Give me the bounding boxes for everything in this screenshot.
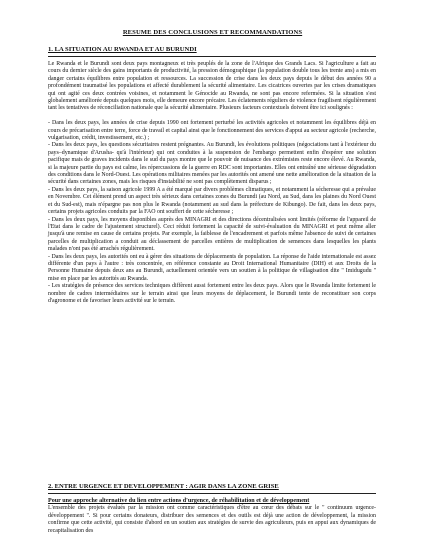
- section-2-rule: [48, 493, 376, 494]
- section-1-rule: [48, 56, 376, 57]
- section-1-body: [48, 61, 376, 305]
- section-2-paragraph: L'ensemble des projets évalués par la mission ont comme caractéristiques d'être au cœur des débats sur le " continuum urgence-développement ". Si pour certains donateurs, distribuer des semences et des outils est déjà une action de développement, la mission confirme que cette activité, qui consiste d'abord en un soutien aux stratégies de survie des agriculteurs, puis en appui aux dynamiques de recapitalisation des: [48, 505, 376, 534]
- section-2-body: [48, 498, 376, 535]
- bullet-minagri-means: - Dans les deux pays, les moyens disponibles auprès des MINAGRI et des directions décentralisées sont limités (réforme de l'appareil de l'Etat dans le cadre de l'ajustement structurel). Ceci réduit fortement la capacité de suivi-évaluation du MINAGRI et peut même aller jusqu'à une remise en cause de certains projets. Par exemple, la faiblesse de l'encadrement et parfois même l'absence de suivi de certaines parcelles de multiplication a conduit au déclassement de parcelles entières de multiplication de semences dans lesquelles les plants malades n'ont pas été arrachés régulièrement.: [48, 216, 376, 253]
- bullet-security: - Dans les deux pays, les questions sécuritaires restent prégnantes. Au Burundi, les évolutions politiques (négociations tant à l'extérieur du pays–dynamique d'Arusha- qu'à l'intérieur) qui ont conduites à la suspension de l'embargo permettent enfin d'espérer une solution pacifique mais de graves incidents dans le sud du pays montre que le pouvoir de nuisance des extrémistes reste encore élevé. Au Rwanda, si la majeure partie du pays est calme, les répercussions de la guerre en RDC sont importantes. Elles ont entraîné une sérieuse dégradation des conditions dans le Nord-Ouest. Les opérations militaires menées par les autorités ont amené une nette amélioration de la situation de la sécurité dans certaines zones, mais les risques d'instabilité ne sont pas complètement disparus ;: [48, 142, 376, 186]
- section-1-intro: Le Rwanda et le Burundi sont deux pays montagneux et très peuplés de la zone de l'Afrique des Grands Lacs. Si l'agriculture a fait au cours du dernier siècle des gains importants de productivité, la pression démographique (la population double tous les trente ans) a mis en danger certains équilibres entre population et ressources. La succession de crise dans les deux pays depuis le début des années 90 a profondément traumatisé les populations et affecté durablement la sécurité alimentaire. Les cicatrices ouvertes par les crises dramatiques qui ont agité ces deux contrées voisines, et notamment le Génocide au Rwanda, ne sont pas encore refermées. Si la situation s'est globalement améliorée depuis quelques mois, elle demeure encore précaire. Les éclatements réguliers de violence fragilisent régulièrement tant les tentatives de réconciliation nationale que la sécurité alimentaire. Plusieurs facteurs contextuels doivent être ici soulignés :: [48, 61, 376, 112]
- section-2-heading: 2. ENTRE URGENCE ET DEVELOPPEMENT : AGIR DANS LA ZONE GRISE: [48, 483, 279, 490]
- bullet-drought: - Dans les deux pays, la saison agricole 1999 A a été marqué par divers problèmes climatiques, et notamment la sécheresse qui a prévalue en Novembre. Cet élément prend un aspect très sérieux dans certaines zones du Burundi (au Nord, au Sud, dans les plaines du Nord Ouest et du Sud-est), mais n'épargne pas non plus le Rwanda (notamment au sud dans la préfecture de Kibungo). De fait, dans les deux pays, certains projets agricoles conduits par la FAO ont souffert de cette sécheresse ;: [48, 186, 376, 216]
- bullet-crisis-years: - Dans les deux pays, les années de crise depuis 1990 ont fortement perturbé les activités agricoles et notamment les équilibres déjà en cours de précarisation entre terre, force de travail et capital ainsi que le fonctionnement des services d'appui au secteur agricole (recherche, vulgarisation, crédit, investissement, etc.) ;: [48, 120, 376, 142]
- section-1-heading: 1. LA SITUATION AU RWANDA ET AU BURUNDI: [48, 46, 197, 53]
- document-title: RESUME DES CONCLUSIONS ET RECOMMANDATIONS: [122, 29, 303, 36]
- section-2-subheading: Pour une approche alternative du lien entre actions d'urgence, de réhabilitation et de développement: [48, 498, 310, 504]
- bullet-displacement: - Dans les deux pays, les autorités ont eu à gérer des situations de déplacements de population. La réponse de l'aide internationale est assez différente d'un pays à l'autre : très concentrée, en référence constante au Droit International Humanitaire (DIH) et aux Droits de la Personne Humaine depuis deux ans au Burundi, actuellement orientée vers un soutien à la politique de villagisation dite " Imidugudu " mise en place par les autorités au Rwanda.: [48, 253, 376, 282]
- bullet-technical-services: - Les stratégies de présence des services techniques diffèrent aussi fortement entre les deux pays. Alors que le Rwanda limite fortement le nombre de cadres intermédiaires sur le terrain ainsi que leurs moyens de déplacement, le Burundi tente de reconstituer son corps d'agronome et de favoriser leurs activité sur le terrain.: [48, 283, 376, 304]
